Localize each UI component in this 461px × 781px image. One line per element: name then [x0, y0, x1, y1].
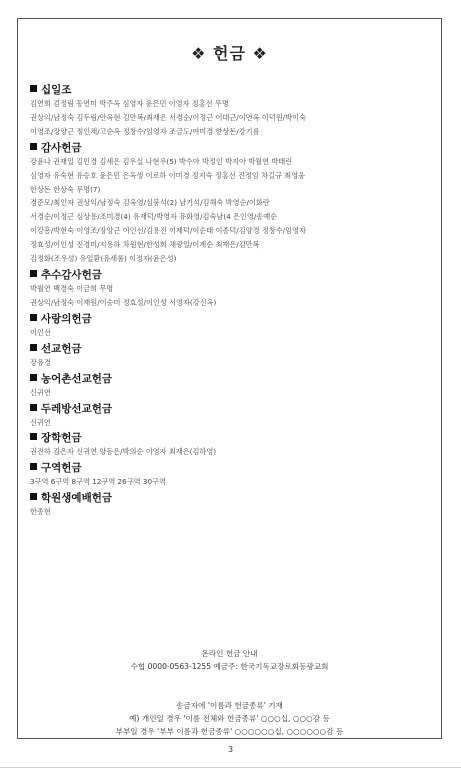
guide-note: 송금자에 '이름과 헌금종류' 기재	[176, 701, 283, 710]
donor-line: 신귀연	[30, 417, 51, 427]
section-heading-text: 선교헌금	[41, 342, 82, 355]
donor-line: 한상돈 한상숙 무명(7)	[30, 184, 101, 194]
section-heading	[30, 83, 433, 97]
section-heading	[30, 268, 433, 282]
donor-line: 김정화(조우성) 유일환(유세롬) 이정자(윤은성)	[30, 254, 177, 264]
donor-line: 강윤나 권재일 김민경 김세은 김우실 나현우(5) 박수아 박정인 박지아 박월연 박태린	[30, 156, 293, 166]
donor-line: 이영조/장양근 정인채/고순옥 정창수/임영자 조금도/여미경 한상돈/강기름	[30, 126, 260, 136]
section-heading	[30, 372, 433, 386]
donor-line: 권상익/남정숙 이재원/이승미 정효성/이인성 서영자(강신옥)	[30, 297, 217, 307]
section-heading-text: 장학헌금	[41, 432, 82, 445]
section-heading-text: 사랑의헌금	[41, 312, 92, 325]
section-heading-text: 감사헌금	[41, 141, 82, 154]
section-heading	[30, 141, 433, 155]
square-bullet-icon	[30, 493, 37, 500]
donor-line: 한종현	[30, 507, 51, 517]
section-heading	[30, 402, 433, 416]
offering-list	[30, 81, 433, 519]
section-heading-text: 추수감사헌금	[41, 268, 102, 281]
square-bullet-icon	[30, 344, 37, 351]
section-heading-text: 십일조	[41, 84, 72, 96]
donor-line: 권진하 김은자 신귀연 양동은/박의순 이영자 최재은(김하영)	[30, 447, 217, 457]
donor-line: 경준모/최인자 권상익/남정숙 김옥영/심붕석(2) 남기석/김해숙 박영순/이화란	[30, 198, 270, 208]
bank-account: 수협 0000-0563-1255 예금주: 한국기독교장로회동광교회	[130, 662, 329, 671]
donor-line: 김연희 김정림 동연미 박주옥 심영자 윤은민 이영자 정홍선 무명	[30, 99, 229, 108]
section-heading	[30, 312, 433, 326]
page-number: 3	[227, 745, 234, 754]
section-heading-text: 농어촌선교헌금	[41, 372, 113, 385]
donor-line: 이강흥/박현숙 이영조/장양근 이인선/김용진 이제덕/이순태 이종덕/김양경 정창수/임영자	[30, 226, 306, 236]
donor-line: 서경순/이정근 심상용/조미경(4) 유재덕/박영자 유화영/김숙남(4 은인영/송예순	[30, 212, 278, 222]
section-heading	[30, 431, 433, 445]
donor-line: 정효성/이인성 진경미/지용하 차원현/한성희 채광일/이계순 최재은/김만복	[30, 240, 260, 250]
donor-line: 장유경	[30, 357, 51, 367]
section-heading-text: 두레방선교헌금	[41, 402, 113, 415]
square-bullet-icon	[30, 143, 37, 150]
square-bullet-icon	[30, 463, 37, 470]
square-bullet-icon	[30, 404, 37, 411]
page-frame	[17, 18, 442, 739]
online-offering-guide	[18, 647, 441, 738]
square-bullet-icon	[30, 270, 37, 277]
guide-heading: 온라인 헌금 안내	[201, 649, 258, 658]
square-bullet-icon	[30, 314, 37, 321]
square-bullet-icon	[30, 85, 37, 92]
donor-line: 3구역 6구역 8구역 12구역 26구역 30구역	[30, 477, 166, 487]
donor-line: 권상익/남정숙 김두림/안옥현 김만복/최재은 서경순/이정근 이대근/이연옥 이덕원/박이숙	[30, 112, 306, 122]
donor-line: 심영자 유숙현 유승호 윤은민 은옥생 이로하 이미경 정지숙 정홍선 진정임 차길규 최영웅	[30, 170, 306, 180]
page-title: ❖ 헌금 ❖	[191, 44, 268, 63]
bottom-divider	[0, 767, 461, 768]
section-heading	[30, 461, 433, 475]
donor-line: 박월연 백경숙 이금희 무명	[30, 283, 114, 293]
section-heading	[30, 342, 433, 356]
guide-example-individual: 예) 개인일 경우 '이름 전체와 헌금종류' ○○○십, ○○○감 등	[129, 714, 330, 723]
section-heading-text: 구역헌금	[41, 462, 82, 475]
square-bullet-icon	[30, 433, 37, 440]
square-bullet-icon	[30, 374, 37, 381]
section-heading	[30, 491, 433, 505]
section-heading-text: 학원생예배헌금	[41, 492, 113, 505]
donor-line: 이인선	[30, 327, 51, 337]
guide-example-couple: 부부일 경우 '부부 이름과 헌금종류' ○○○○○○십, ○○○○○○감 등	[115, 727, 344, 736]
donor-line: 신귀연	[30, 387, 51, 397]
